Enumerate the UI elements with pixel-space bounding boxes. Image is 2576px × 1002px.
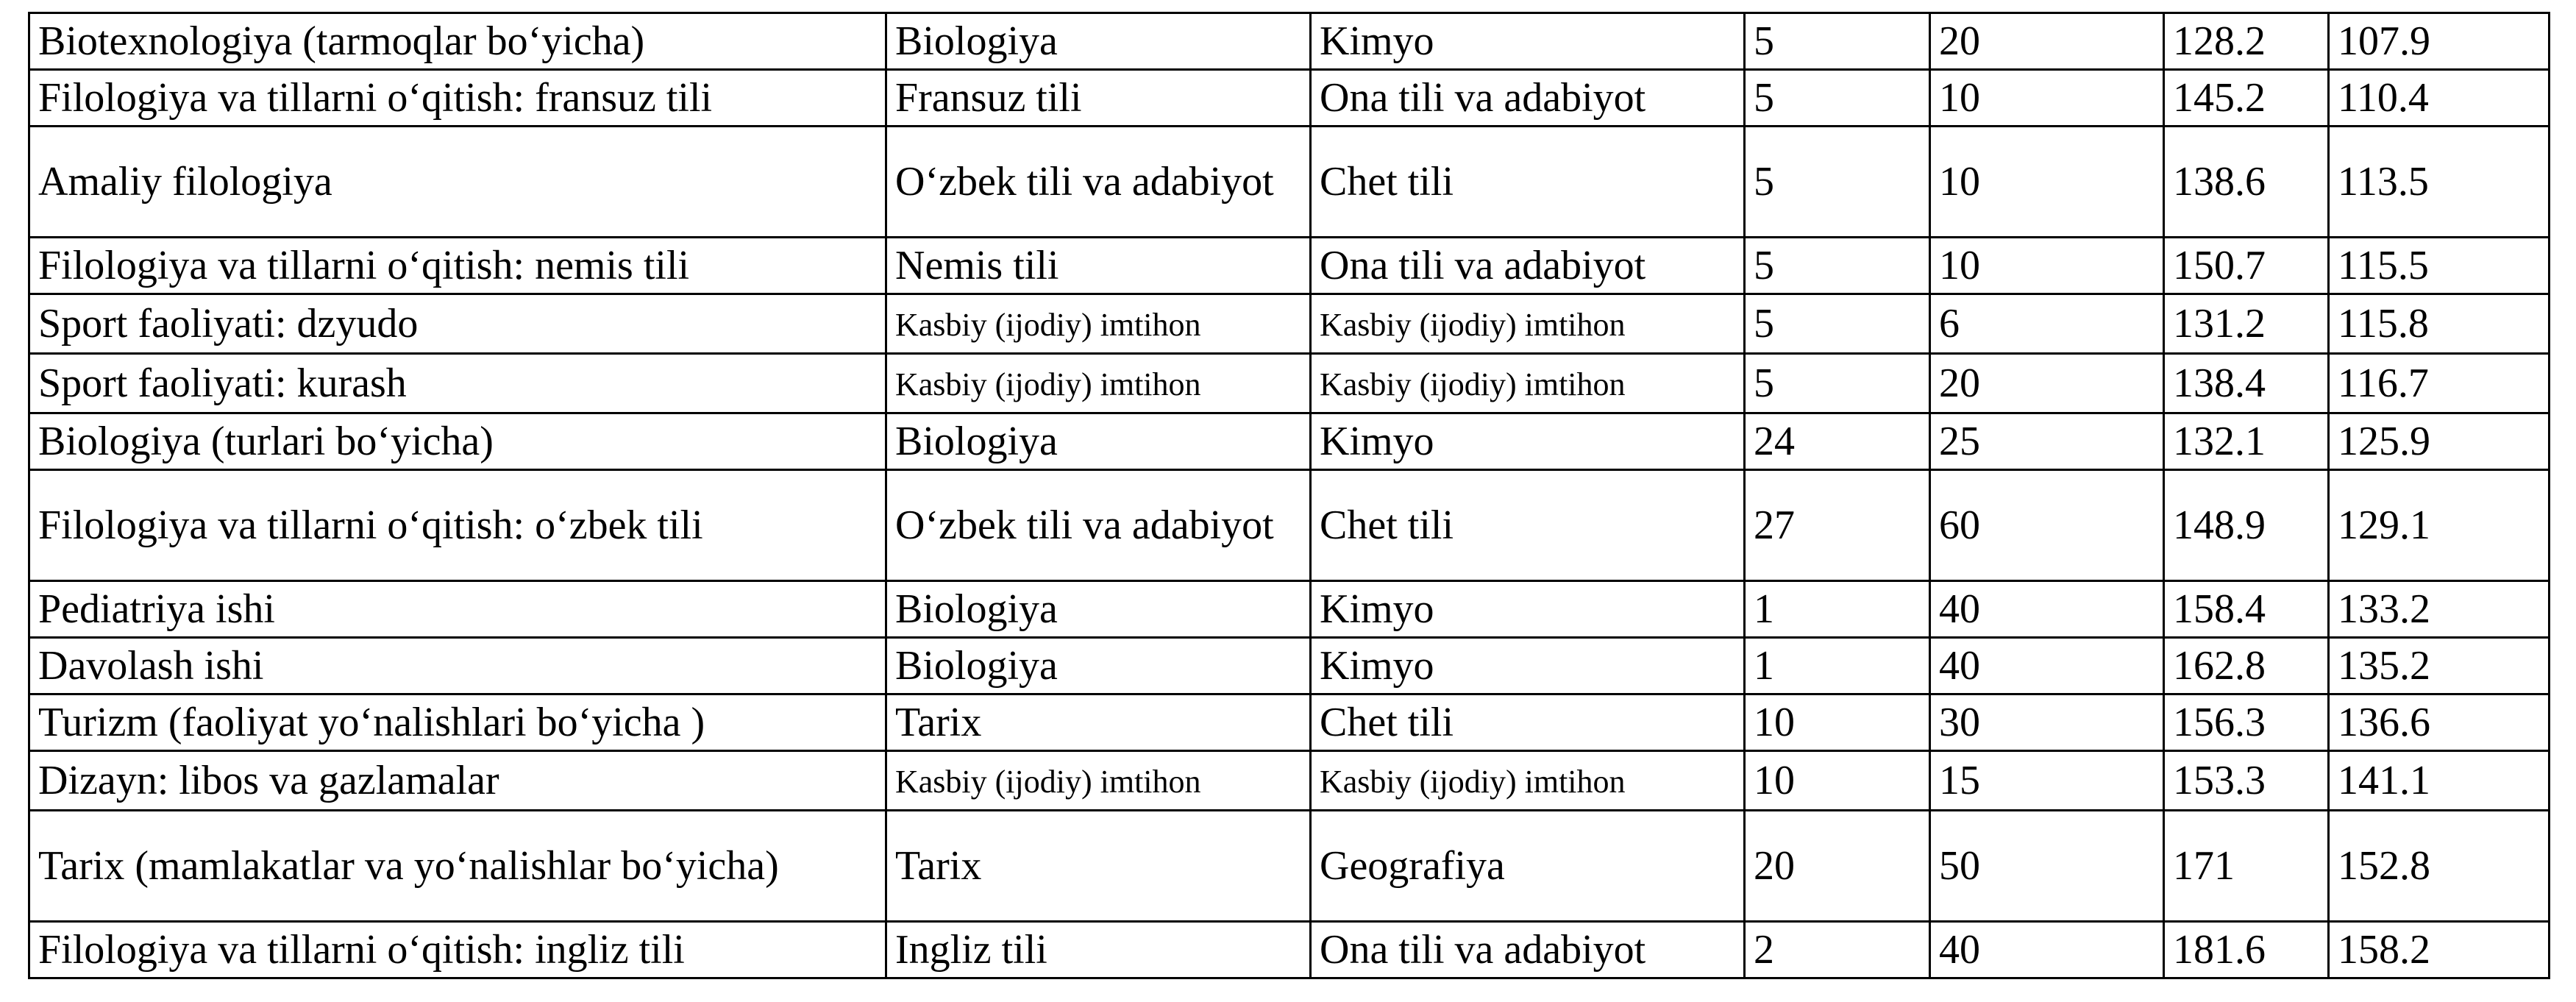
cell-grant-quota-text: 27 [1754, 502, 1795, 548]
cell-grant-score-text: 162.8 [2173, 643, 2266, 689]
table-row [29, 638, 2550, 694]
cell-grant-quota [1745, 638, 1930, 694]
cell-subject-2-text: Ona tili va adabiyot [1320, 243, 1646, 288]
cell-subject-2 [1311, 581, 1745, 638]
cell-contract-score-text: 107.9 [2338, 18, 2430, 64]
cell-subject-1-text: O‘zbek tili va adabiyot [895, 159, 1274, 205]
table-row [29, 238, 2550, 294]
cell-subject-2-text: Kasbiy (ijodiy) imtihon [1320, 307, 1626, 343]
cell-grant-score-text: 148.9 [2173, 502, 2266, 548]
cell-direction-text: Biotexnologiya (tarmoqlar bo‘yicha) [38, 18, 645, 64]
cell-grant-quota [1745, 751, 1930, 811]
cell-subject-1-text: Biologiya [895, 419, 1058, 464]
cell-direction [29, 470, 886, 581]
cell-contract-score-text: 136.6 [2338, 700, 2430, 745]
cell-contract-score-text: 152.8 [2338, 843, 2430, 889]
cell-contract-quota [1930, 638, 2164, 694]
cell-direction [29, 694, 886, 751]
cell-grant-score [2164, 922, 2329, 978]
cell-subject-1-text: Ingliz tili [895, 927, 1047, 973]
cell-subject-2 [1311, 238, 1745, 294]
cell-subject-2-text: Chet tili [1320, 502, 1454, 548]
cell-subject-1-text: Tarix [895, 843, 982, 889]
cell-contract-score [2329, 238, 2550, 294]
cell-subject-2-text: Kasbiy (ijodiy) imtihon [1320, 366, 1626, 402]
cell-grant-score [2164, 470, 2329, 581]
cell-contract-quota-text: 50 [1939, 843, 1980, 889]
cell-direction-text: Dizayn: libos va gazlamalar [38, 758, 499, 803]
cell-direction-text: Sport faoliyati: dzyudo [38, 301, 419, 347]
cell-contract-score [2329, 294, 2550, 354]
cell-direction-text: Filologiya va tillarni o‘qitish: fransuz tili [38, 75, 713, 121]
cell-subject-1-text: Kasbiy (ijodiy) imtihon [895, 307, 1201, 343]
cell-grant-score-text: 156.3 [2173, 700, 2266, 745]
cell-subject-2 [1311, 127, 1745, 238]
cell-direction-text: Amaliy filologiya [38, 159, 332, 205]
cell-subject-2 [1311, 354, 1745, 413]
cell-contract-score-text: 135.2 [2338, 643, 2430, 689]
cell-contract-quota-text: 20 [1939, 360, 1980, 406]
cell-contract-quota-text: 30 [1939, 700, 1980, 745]
table-row [29, 751, 2550, 811]
cell-contract-quota-text: 40 [1939, 643, 1980, 689]
cell-contract-quota-text: 20 [1939, 18, 1980, 64]
cell-grant-quota [1745, 470, 1930, 581]
cell-grant-quota [1745, 581, 1930, 638]
cell-subject-1 [886, 751, 1311, 811]
cell-subject-1 [886, 238, 1311, 294]
cell-subject-1 [886, 811, 1311, 922]
cell-direction-text: Davolash ishi [38, 643, 264, 689]
table-row [29, 581, 2550, 638]
cell-grant-score-text: 171 [2173, 843, 2235, 889]
cell-grant-quota [1745, 13, 1930, 70]
cell-contract-score-text: 158.2 [2338, 927, 2430, 973]
cell-contract-score [2329, 127, 2550, 238]
cell-direction-text: Turizm (faoliyat yo‘nalishlari bo‘yicha ) [38, 700, 705, 745]
cell-grant-score-text: 145.2 [2173, 75, 2266, 121]
cell-grant-quota [1745, 811, 1930, 922]
cell-subject-2 [1311, 638, 1745, 694]
cell-direction [29, 581, 886, 638]
cell-contract-quota-text: 10 [1939, 75, 1980, 121]
cell-grant-score [2164, 127, 2329, 238]
cell-subject-2-text: Ona tili va adabiyot [1320, 75, 1646, 121]
cell-subject-1-text: Fransuz tili [895, 75, 1082, 121]
cell-direction [29, 413, 886, 470]
cell-subject-2 [1311, 413, 1745, 470]
cell-subject-1 [886, 70, 1311, 127]
cell-contract-score [2329, 413, 2550, 470]
cell-contract-score [2329, 581, 2550, 638]
cell-grant-score [2164, 354, 2329, 413]
cell-contract-score-text: 110.4 [2338, 75, 2429, 121]
cell-contract-score-text: 129.1 [2338, 502, 2430, 548]
cell-subject-2-text: Kasbiy (ijodiy) imtihon [1320, 764, 1626, 800]
cell-grant-score-text: 128.2 [2173, 18, 2266, 64]
cell-grant-quota-text: 5 [1754, 18, 1774, 64]
cell-subject-1-text: Biologiya [895, 643, 1058, 689]
cell-contract-quota-text: 15 [1939, 758, 1980, 803]
table-row [29, 354, 2550, 413]
cell-grant-quota [1745, 694, 1930, 751]
cell-subject-1-text: Kasbiy (ijodiy) imtihon [895, 764, 1201, 800]
cell-contract-quota-text: 10 [1939, 243, 1980, 288]
cell-grant-score [2164, 294, 2329, 354]
cell-grant-quota-text: 10 [1754, 700, 1795, 745]
cell-grant-score [2164, 238, 2329, 294]
cell-subject-2 [1311, 811, 1745, 922]
cell-contract-quota [1930, 294, 2164, 354]
cell-subject-1-text: Biologiya [895, 18, 1058, 64]
cell-subject-1-text: Biologiya [895, 586, 1058, 632]
table-row [29, 811, 2550, 922]
cell-subject-2 [1311, 13, 1745, 70]
cell-direction [29, 922, 886, 978]
cell-contract-quota [1930, 13, 2164, 70]
table-row [29, 470, 2550, 581]
cell-direction-text: Filologiya va tillarni o‘qitish: o‘zbek tili [38, 502, 703, 548]
cell-contract-score [2329, 811, 2550, 922]
cell-direction-text: Filologiya va tillarni o‘qitish: nemis tili [38, 243, 690, 288]
cell-contract-score [2329, 70, 2550, 127]
cell-direction-text: Sport faoliyati: kurash [38, 360, 407, 406]
cell-contract-quota [1930, 70, 2164, 127]
cell-contract-score-text: 113.5 [2338, 159, 2429, 205]
cell-direction [29, 127, 886, 238]
cell-grant-quota-text: 5 [1754, 159, 1774, 205]
cell-grant-score [2164, 638, 2329, 694]
cell-subject-1-text: Nemis tili [895, 243, 1059, 288]
cell-direction [29, 751, 886, 811]
table-body [29, 13, 2550, 978]
cell-subject-1 [886, 13, 1311, 70]
cell-grant-quota [1745, 70, 1930, 127]
cell-contract-quota [1930, 127, 2164, 238]
cell-contract-quota [1930, 751, 2164, 811]
cell-direction [29, 354, 886, 413]
cell-contract-quota-text: 40 [1939, 927, 1980, 973]
cell-contract-score [2329, 922, 2550, 978]
cell-subject-1-text: O‘zbek tili va adabiyot [895, 502, 1274, 548]
cell-contract-quota-text: 60 [1939, 502, 1980, 548]
cell-grant-quota-text: 5 [1754, 360, 1774, 406]
cell-subject-1-text: Tarix [895, 700, 982, 745]
cell-subject-2 [1311, 70, 1745, 127]
cell-grant-quota-text: 24 [1754, 419, 1795, 464]
cell-direction-text: Filologiya va tillarni o‘qitish: ingliz tili [38, 927, 685, 973]
cell-subject-2 [1311, 294, 1745, 354]
cell-grant-score-text: 150.7 [2173, 243, 2266, 288]
cell-grant-quota-text: 5 [1754, 243, 1774, 288]
cell-grant-score-text: 132.1 [2173, 419, 2266, 464]
cell-subject-2-text: Chet tili [1320, 700, 1454, 745]
cell-contract-quota [1930, 581, 2164, 638]
cell-subject-2-text: Geografiya [1320, 843, 1505, 889]
cell-subject-1 [886, 127, 1311, 238]
cell-grant-score [2164, 811, 2329, 922]
cell-grant-score [2164, 413, 2329, 470]
cell-grant-quota-text: 5 [1754, 75, 1774, 121]
cell-grant-score [2164, 751, 2329, 811]
cell-subject-1 [886, 294, 1311, 354]
cell-contract-score [2329, 694, 2550, 751]
cell-grant-score [2164, 694, 2329, 751]
cell-subject-2-text: Kimyo [1320, 586, 1434, 632]
cell-contract-quota [1930, 413, 2164, 470]
cell-subject-2 [1311, 470, 1745, 581]
cell-grant-score-text: 138.4 [2173, 360, 2266, 406]
cell-grant-score-text: 138.6 [2173, 159, 2266, 205]
cell-subject-2 [1311, 751, 1745, 811]
cell-contract-quota-text: 6 [1939, 301, 1960, 347]
cell-grant-quota [1745, 127, 1930, 238]
cell-direction-text: Pediatriya ishi [38, 586, 275, 632]
cell-grant-score [2164, 581, 2329, 638]
cell-subject-2 [1311, 922, 1745, 978]
cell-contract-score [2329, 638, 2550, 694]
cell-subject-1 [886, 581, 1311, 638]
cell-grant-quota [1745, 922, 1930, 978]
cell-contract-score [2329, 470, 2550, 581]
cell-grant-score-text: 131.2 [2173, 301, 2266, 347]
cell-direction [29, 70, 886, 127]
cell-contract-score-text: 115.8 [2338, 301, 2429, 347]
cell-grant-score-text: 158.4 [2173, 586, 2266, 632]
admission-table [28, 12, 2550, 979]
cell-subject-1 [886, 354, 1311, 413]
cell-contract-quota-text: 25 [1939, 419, 1980, 464]
cell-direction [29, 294, 886, 354]
table-row [29, 13, 2550, 70]
cell-grant-score [2164, 13, 2329, 70]
cell-direction [29, 13, 886, 70]
cell-contract-score-text: 133.2 [2338, 586, 2430, 632]
cell-contract-score-text: 125.9 [2338, 419, 2430, 464]
cell-grant-quota [1745, 413, 1930, 470]
cell-contract-quota-text: 10 [1939, 159, 1980, 205]
cell-subject-1 [886, 694, 1311, 751]
cell-contract-score-text: 116.7 [2338, 360, 2429, 406]
cell-contract-quota [1930, 811, 2164, 922]
cell-direction [29, 238, 886, 294]
table-row [29, 294, 2550, 354]
cell-contract-score [2329, 13, 2550, 70]
cell-contract-quota [1930, 694, 2164, 751]
cell-direction-text: Biologiya (turlari bo‘yicha) [38, 419, 494, 464]
table-row [29, 70, 2550, 127]
cell-contract-score [2329, 354, 2550, 413]
cell-contract-score [2329, 751, 2550, 811]
cell-contract-quota [1930, 354, 2164, 413]
cell-subject-1 [886, 470, 1311, 581]
cell-direction [29, 811, 886, 922]
cell-contract-quota [1930, 470, 2164, 581]
cell-grant-quota-text: 2 [1754, 927, 1774, 973]
cell-grant-quota [1745, 294, 1930, 354]
cell-subject-2-text: Kimyo [1320, 18, 1434, 64]
cell-direction [29, 638, 886, 694]
cell-contract-score-text: 115.5 [2338, 243, 2429, 288]
cell-subject-1 [886, 922, 1311, 978]
table-row [29, 694, 2550, 751]
cell-grant-quota-text: 10 [1754, 758, 1795, 803]
table-row [29, 413, 2550, 470]
cell-subject-2-text: Chet tili [1320, 159, 1454, 205]
cell-grant-quota-text: 1 [1754, 643, 1774, 689]
table-row [29, 127, 2550, 238]
cell-subject-2-text: Kimyo [1320, 419, 1434, 464]
cell-subject-2-text: Kimyo [1320, 643, 1434, 689]
cell-direction-text: Tarix (mamlakatlar va yo‘nalishlar bo‘yicha) [38, 843, 779, 889]
cell-grant-quota [1745, 238, 1930, 294]
cell-grant-quota-text: 20 [1754, 843, 1795, 889]
cell-contract-quota [1930, 922, 2164, 978]
cell-subject-1-text: Kasbiy (ijodiy) imtihon [895, 366, 1201, 402]
cell-grant-quota [1745, 354, 1930, 413]
cell-contract-quota [1930, 238, 2164, 294]
cell-grant-quota-text: 1 [1754, 586, 1774, 632]
table-row [29, 922, 2550, 978]
cell-subject-2 [1311, 694, 1745, 751]
cell-contract-quota-text: 40 [1939, 586, 1980, 632]
cell-grant-score [2164, 70, 2329, 127]
cell-grant-score-text: 181.6 [2173, 927, 2266, 973]
cell-subject-2-text: Ona tili va adabiyot [1320, 927, 1646, 973]
cell-subject-1 [886, 413, 1311, 470]
cell-grant-score-text: 153.3 [2173, 758, 2266, 803]
cell-grant-quota-text: 5 [1754, 301, 1774, 347]
cell-contract-score-text: 141.1 [2338, 758, 2430, 803]
cell-subject-1 [886, 638, 1311, 694]
